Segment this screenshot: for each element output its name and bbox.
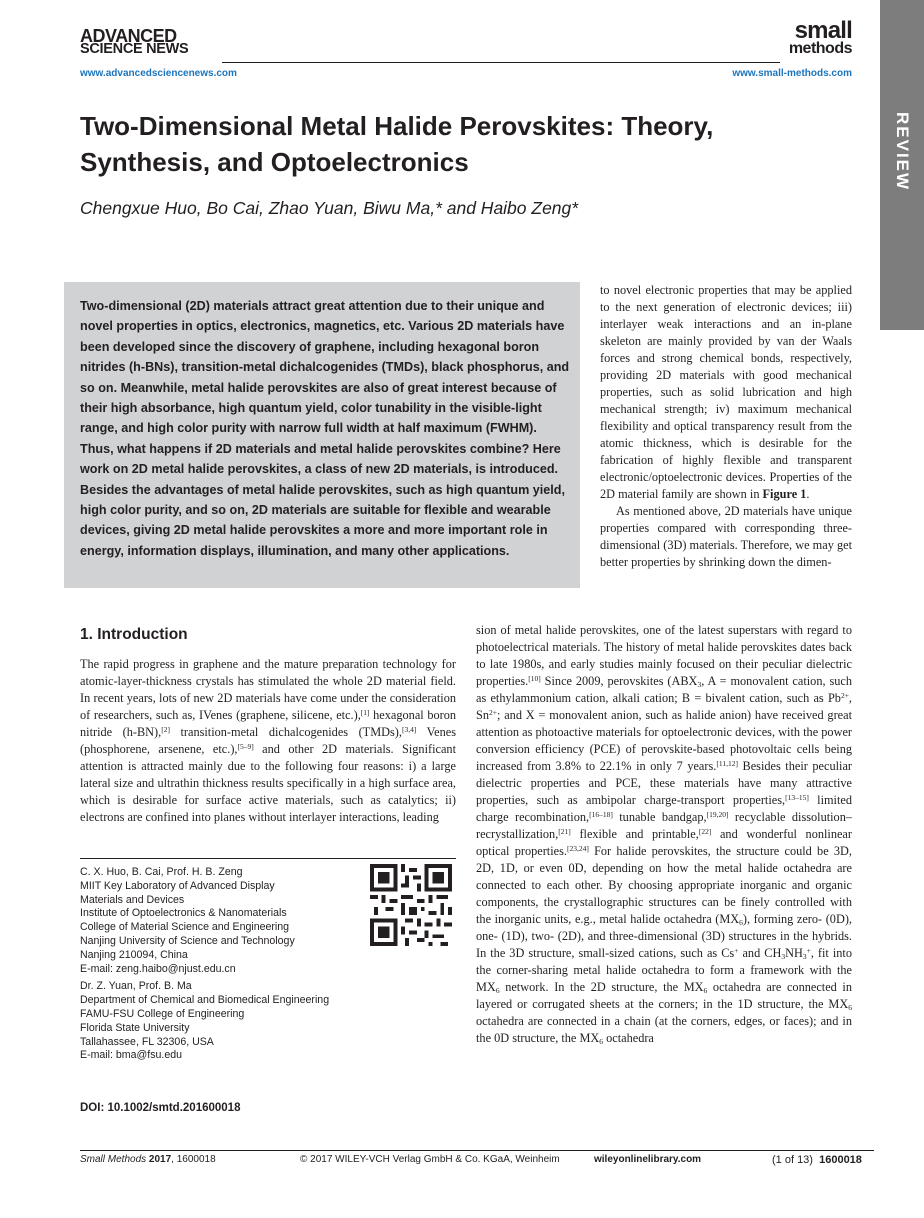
paragraph: sion of metal halide perovskites, one of the latest superstars with regard to photoelectrical materials. The history of metal halide perovskites dates back to late 1980s, and early studies mainly focused on their peculiar dielectric properties.[10] Since 2009, perovskites ($ABX_3$, A = monovalent cation, such as ethylammonium cation, alkali cation; B = bivalent cation, such as $Pb^{2+}$, $Sn^{2+}$; and X = monovalent anion, such as halide anion) have received great attention as photoactive materials for optoelectronic devices, with the power conversion efficiency (PCE) of perovskite-based photovoltaic cells being increased from 3.8% to 22.1% in only 7 years.[11,12] Besides their peculiar dielectric properties and PCE, these materials have many attractive properties, such as ambipolar charge-transport properties,[13–15] limited charge recombination,[16–18] tunable bandgap,[19,20] recyclable dissolution–recrystallization,[21] flexible and printable,[22] and wonderful nonlinear optical properties.[23,24] For halide perovskites, the structure could be 3D, 2D, 1D, or even 0D, depending on how the metal halide octahedra are connected to each other. By choosing appropriate inorganic and organic components, the crystallographic structures can be finely controlled with the inorganic units, e.g., metal halide octahedra $(MX_6)$, forming zero- (0D), one- (1D), two- (2D), and three-dimensional (3D) structures in the hybrids. In the 3D structure, small-sized cations, such as Cs+ and $CH_3NH_3^+$, fit into the corner-sharing metal halide octahedra to form a framework with the $MX_6$ network. In the 2D structure, the $MX_6$ octahedra are connected in layered or corrugated sheets at the corners; in the 1D structure, the $MX_6$ octahedra are connected in a chain (at the corners, edges, or faces); and in the 0D structure, the $MX_6$ octahedra bbox=[476, 623, 853, 1046]
article-authors: Chengxue Huo, Bo Cai, Zhao Yuan, Biwu Ma,* and Haibo Zeng* bbox=[80, 198, 579, 218]
citation[interactable]: [13–15] bbox=[785, 793, 809, 802]
citation[interactable]: [5–9] bbox=[237, 742, 254, 751]
email-link[interactable]: E-mail: bma@fsu.edu bbox=[80, 1049, 183, 1062]
affiliation-line: MIIT Key Laboratory of Advanced Display bbox=[80, 879, 275, 892]
affiliation-line: Department of Chemical and Biomedical Engineering bbox=[80, 994, 330, 1007]
affiliation-line: Institute of Optoelectronics & Nanomaterials bbox=[80, 907, 287, 920]
email-link[interactable]: E-mail: zeng.haibo@njust.edu.cn bbox=[80, 962, 236, 975]
abstract-text: Two-dimensional (2D) materials attract great attention due to their unique and novel properties in optics, electronics, magnetics, etc. Various 2D materials have been developed since the discovery of graphene, including hexagonal boron nitrides (h-BNs), transition-metal dichalcogenides (TMDs), black phosphorus, and so on. Meanwhile, metal halide perovskites are also of great interest because of their high absorbance, high quantum yield, color tunability in the visible-light range, and high color purity with narrow full width at half maximum (FWHM). Thus, what happens if 2D materials and metal halide perovskites combine? Here work on 2D metal halide perovskites, a class of new 2D materials, is introduced. Besides the advantages of metal halide perovskites, such as high quantum yield, high color purity, and so on, 2D materials are suitable for flexible and wearable devices, giving 2D metal halide perovskites a more and more important role in energy, information displays, illumination, and many other applications. bbox=[80, 299, 570, 558]
paragraph: The rapid progress in graphene and the mature preparation technology for atomic-layer-thickness crystals has stimulated the whole 2D material field. In recent years, lots of new 2D materials have come under the consideration of researchers, such as, IVenes (graphene, silicene, etc.),[1] hexagonal boron nitride (h-BN),[2] transition-metal dichalcogenides (TMDs),[3,4] Venes (phosphorene, arsenene, etc.),[5–9] and other 2D materials. Significant attention is attracted mainly due to the following four reasons: i) a large lateral size and ultrathin thickness results specifically in a high surface area, which is desirable for surface active materials, such as catalytics; ii) electrons are confined into planes without interlayer interactions, leading bbox=[80, 657, 457, 824]
journal-logo-line2: methods bbox=[788, 40, 852, 57]
journal-logo bbox=[788, 17, 852, 58]
right-column-top bbox=[600, 282, 852, 571]
affiliation-line: Nanjing University of Science and Technology bbox=[80, 934, 295, 947]
citation[interactable]: [10] bbox=[528, 674, 541, 683]
affiliation-line: Materials and Devices bbox=[80, 893, 185, 906]
citation[interactable]: [19,20] bbox=[706, 810, 729, 819]
article-type-label: REVIEW bbox=[893, 112, 912, 192]
affiliation-line: Tallahassee, FL 32306, USA bbox=[80, 1035, 214, 1048]
doi[interactable]: DOI: 10.1002/smtd.201600018 bbox=[80, 1102, 241, 1114]
article-title: Two-Dimensional Metal Halide Perovskites: Theory, Synthesis, and Optoelectronics bbox=[80, 111, 714, 177]
publisher-logo bbox=[80, 26, 189, 57]
footer-journal: Small Methods 2017, 1600018 bbox=[80, 1154, 216, 1165]
citation[interactable]: [16–18] bbox=[589, 810, 613, 819]
publisher-logo-line1: ADVANCED bbox=[80, 26, 177, 46]
journal-logo-line1: small bbox=[794, 17, 852, 44]
paragraph: to novel electronic properties that may be applied to the next generation of electronic devices; iii) interlayer weak interactions and an in-plane skeleton are mainly provided by van der Waals forces and strong chemical bonds, respectively, providing 2D materials with good mechanical properties, such as solid lubrication and high mechanical strength; iv) maximum mechanical flexibility and optical transparency result from the atomic thickness, which is desirable for the fabrication of highly flexible and transparent electronic/optoelectronic devices. Properties of the 2D material family are shown in Figure 1. bbox=[600, 283, 852, 501]
left-column-intro bbox=[80, 656, 456, 826]
citation[interactable]: [23,24] bbox=[566, 844, 589, 853]
affiliation-line: Dr. Z. Yuan, Prof. B. Ma bbox=[80, 980, 192, 993]
publisher-logo-line2: SCIENCE NEWS bbox=[80, 41, 189, 57]
article-type-tab bbox=[880, 0, 924, 330]
qr-code-icon[interactable] bbox=[370, 864, 452, 946]
citation[interactable]: [2] bbox=[161, 725, 170, 734]
affiliation-rule bbox=[80, 858, 456, 859]
citation[interactable]: [3,4] bbox=[401, 725, 417, 734]
section-heading: 1. Introduction bbox=[80, 626, 188, 643]
paragraph: As mentioned above, 2D materials have unique properties compared with corresponding three-dimensional (3D) materials. Therefore, we may get better properties by shrinking down the dimen- bbox=[600, 504, 852, 569]
affiliation-line: College of Material Science and Engineering bbox=[80, 921, 290, 934]
affiliation-line: FAMU-FSU College of Engineering bbox=[80, 1007, 245, 1020]
affiliation-line: Florida State University bbox=[80, 1021, 190, 1034]
header-rule bbox=[222, 62, 780, 63]
citation[interactable]: [22] bbox=[698, 827, 712, 836]
right-column-bottom bbox=[476, 622, 852, 1047]
affiliation-line: C. X. Huo, B. Cai, Prof. H. B. Zeng bbox=[80, 866, 243, 878]
footer-page-number: (1 of 13) 1600018 bbox=[772, 1154, 862, 1166]
footer-site-link[interactable]: wileyonlinelibrary.com bbox=[594, 1154, 702, 1165]
publisher-url-link[interactable]: www.advancedsciencenews.com bbox=[80, 68, 237, 79]
affiliations bbox=[80, 866, 370, 1063]
citation[interactable]: [1] bbox=[360, 708, 370, 717]
journal-url-link[interactable]: www.small-methods.com bbox=[732, 68, 852, 79]
citation[interactable]: [11,12] bbox=[716, 759, 738, 768]
affiliation-line: Nanjing 210094, China bbox=[80, 948, 188, 961]
figure-reference-link[interactable]: Figure 1 bbox=[762, 487, 807, 501]
footer-copyright: © 2017 WILEY-VCH Verlag GmbH & Co. KGaA, Weinheim bbox=[300, 1154, 560, 1165]
footer-rule bbox=[80, 1150, 874, 1151]
citation[interactable]: [21] bbox=[558, 827, 571, 836]
